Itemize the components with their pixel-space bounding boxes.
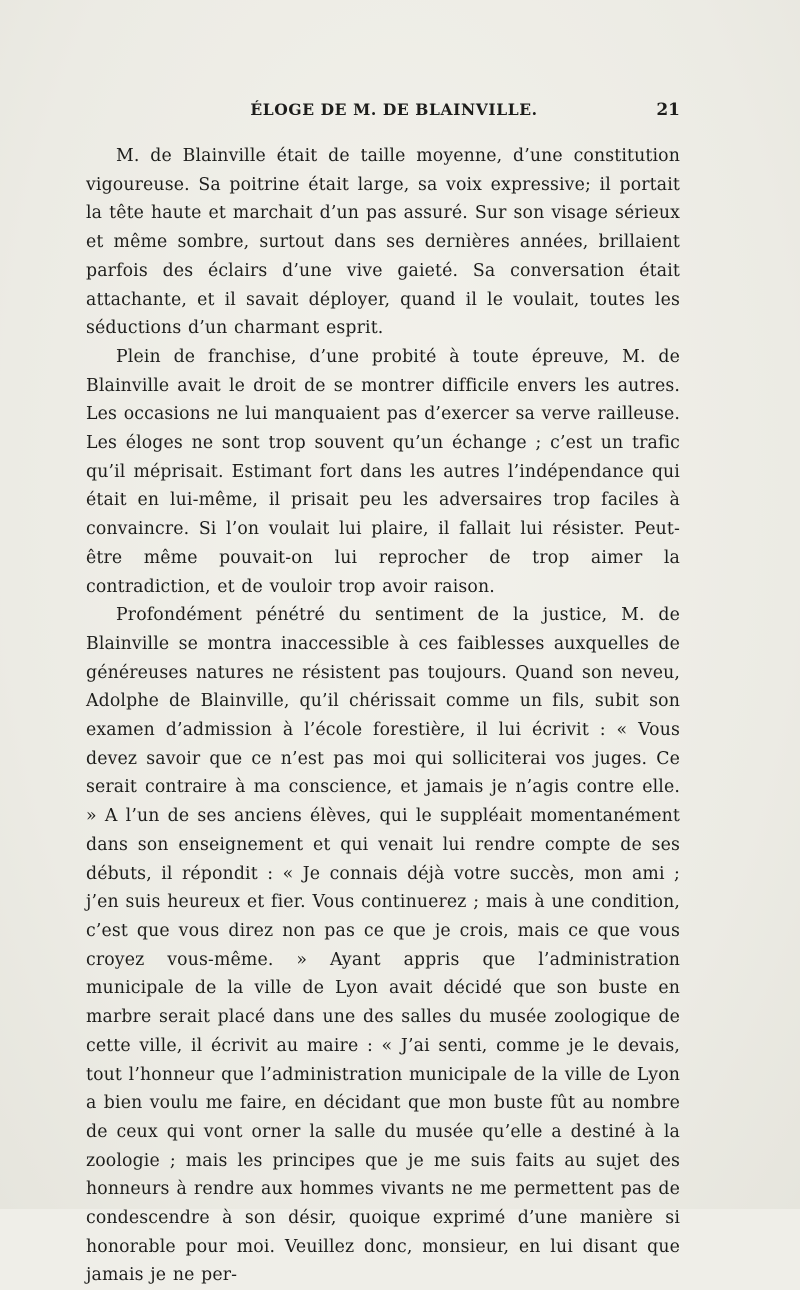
running-title: ÉLOGE DE M. DE BLAINVILLE. bbox=[250, 100, 538, 119]
running-head bbox=[108, 100, 680, 130]
paragraph-character: Plein de franchise, d’une probité à toute épreuve, M. de Blainville avait le droit de se montrer difficile envers les autres. Les occasions ne lui manquaient pas d’exercer sa verve railleuse. Les éloges ne sont trop souvent qu’un échange ; c’est un trafic qu’il méprisait. Estimant fort dans les autres l’indépendance qui était en lui-même, il prisait peu les adversaires trop faciles à convaincre. Si l’on voulait lui plaire, il fallait lui résister. Peut-être même pouvait-on lui reprocher de trop aimer la contradiction, et de vouloir trop avoir raison. bbox=[86, 346, 680, 597]
paragraph-physical-portrait: M. de Blainville était de taille moyenne, d’une constitution vigoureuse. Sa poitrine était large, sa voix expressive; il portait la tête haute et marchait d’un pas assuré. Sur son visage sérieux et même sombre, surtout dans ses dernières années, brillaient parfois des éclairs d’une vive gaieté. Sa conversation était attachante, et il savait déployer, quand il le voulait, toutes les séductions d’un charmant esprit. bbox=[86, 146, 680, 339]
paragraph-justice: Profondément pénétré du sentiment de la justice, M. de Blainville se montra inaccessible à ces faiblesses auxquelles de généreuses natures ne résistent pas toujours. Quand son neveu, Adolphe de Blainville, qu’il chérissait comme un fils, subit son examen d’admission à l’école forestière, il lui écrivit : « Vous devez savoir que ce n’est pas moi qui solliciterai vos juges. Ce serait contraire à ma conscience, et jamais je n’agis contre elle. » A l’un de ses anciens élèves, qui le suppléait momentanément dans son enseignement et qui venait lui rendre compte de ses débuts, il répondit : « Je connais déjà votre succès, mon ami ; j’en suis heureux et fier. Vous continuerez ; mais à une condition, c’est que vous direz non pas ce que je crois, mais ce que vous croyez vous-même. » Ayant appris que l’administration municipale de la ville de Lyon avait décidé que son buste en marbre serait placé dans une des salles du musée zoologique de cette ville, il écrivit au maire : « J’ai senti, comme je le devais, tout l’honneur que l’administration municipale de la ville de Lyon a bien voulu me faire, en décidant que mon buste fût au nombre de ceux qui vont orner la salle du musée qu’elle a destiné à la zoologie ; mais les principes que je me suis faits au sujet des honneurs à rendre aux hommes vivants ne me permettent pas de condescendre à son désir, quoique exprimé d’une manière si honorable pour moi. Veuillez donc, monsieur, en lui disant que jamais je ne per- bbox=[86, 605, 680, 1286]
body-text bbox=[86, 142, 680, 1290]
page-number: 21 bbox=[656, 100, 680, 120]
